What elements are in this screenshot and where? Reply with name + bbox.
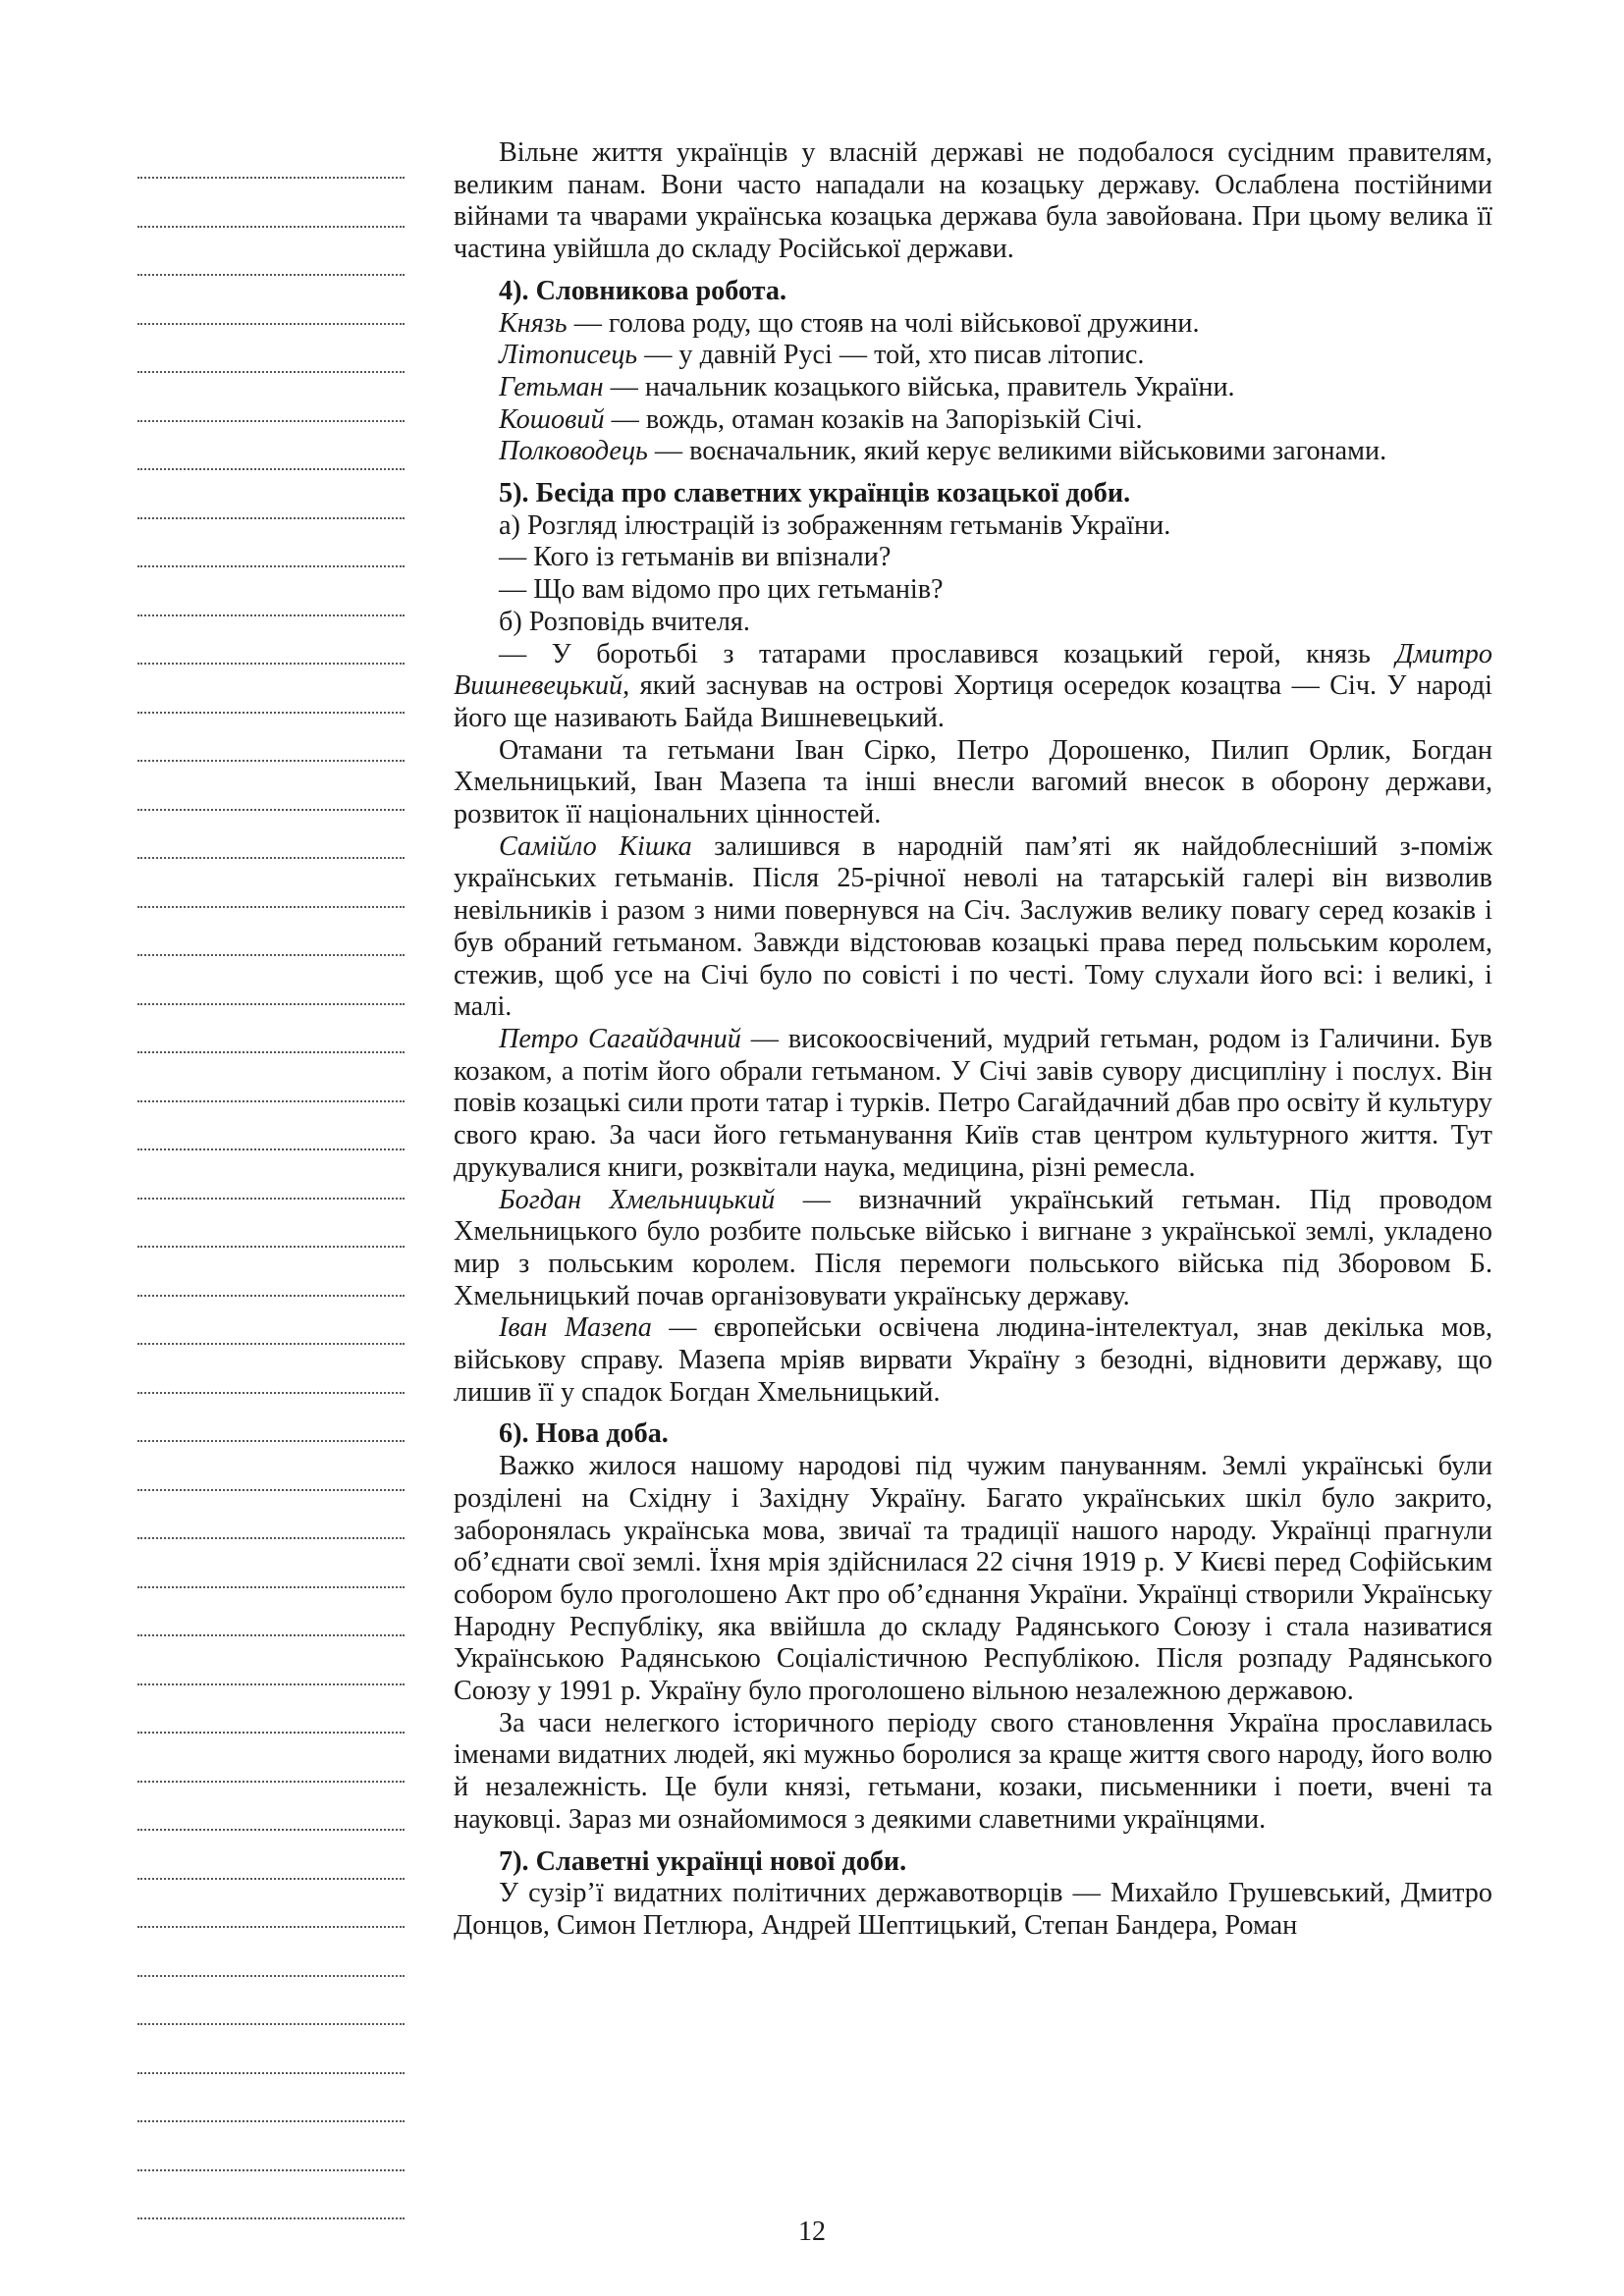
note-line (137, 1926, 405, 1928)
sahaidachny-paragraph (454, 1024, 1492, 1185)
note-line (137, 1878, 405, 1880)
intro-paragraph: Вільне життя українців у власній державі не подобалося сусідним правителям, великим панам. Вони часто нападали на козацьку державу. Ослаблена постійними війнами та чварами українська козацька держава була завойована. При цьому велика її частина увійшла до складу Російської держави. (454, 137, 1492, 265)
page-content (454, 137, 1492, 1943)
vyshnevetsky-paragraph (454, 639, 1492, 735)
glossary-definition: — начальник козацького війська, правитель України. (603, 371, 1235, 402)
note-line (137, 1489, 405, 1491)
note-line (137, 809, 405, 811)
note-line (137, 1634, 405, 1636)
glossary-term: Князь (499, 307, 568, 339)
note-line (137, 565, 405, 567)
note-line (137, 1781, 405, 1783)
note-line (137, 177, 405, 179)
paragraph-text: — визначний український гетьман. Під проводом Хмельницького було розбите польське військо і вигнане з української землі, укладено мир з польським королем. Після перемоги польського війська під Зборовом Б. Хмельницький почав організовувати українську державу. (454, 1184, 1493, 1311)
note-line (137, 1003, 405, 1005)
note-line (137, 468, 405, 470)
note-line (137, 857, 405, 859)
note-line (137, 906, 405, 908)
question-1: — Кого із гетьманів ви впізнали? (499, 542, 892, 573)
note-line (137, 1343, 405, 1345)
note-line (137, 517, 405, 519)
glossary-list (454, 308, 1492, 469)
note-line (137, 1975, 405, 1977)
glossary-definition: — вождь, отаман козаків на Запорізькій Січі. (604, 403, 1143, 435)
person-name: Петро Сагайдачний (499, 1023, 741, 1054)
note-line (137, 323, 405, 325)
note-line (137, 1829, 405, 1831)
note-line (137, 2169, 405, 2171)
glossary-item (454, 340, 1492, 372)
glossary-item (454, 308, 1492, 341)
note-line (137, 1537, 405, 1539)
person-name: Дмитро Вишневецький (454, 638, 1492, 702)
person-name: Самійло Кішка (499, 830, 692, 862)
person-name: Богдан Хмельницький (499, 1184, 776, 1215)
person-name: Іван Мазепа (499, 1312, 652, 1344)
task-a: а) Розгляд ілюстрацій із зображенням гетьманів України. (499, 509, 1171, 541)
note-line (137, 760, 405, 762)
atamans-paragraph: Отамани та гетьмани Іван Сірко, Петро Дорошенко, Пилип Орлик, Богдан Хмельницький, Іван Мазепа та інші внесли вагомий внесок в оборону держави, розвиток її національних цінностей. (454, 734, 1492, 830)
note-line (137, 1148, 405, 1150)
note-line (137, 1198, 405, 1200)
glossary-term: Гетьман (499, 371, 604, 402)
mazepa-paragraph (454, 1312, 1492, 1409)
note-line (137, 712, 405, 714)
section-7-heading: 7). Славетні українці нової доби. (499, 1845, 907, 1877)
new-era-paragraph-2: За часи нелегкого історичного періоду свого становлення Україна прославилась іменами видатних людей, які мужньо боролися за краще життя свого народу, його волю й незалежність. Це були князі, гетьмани, козаки, письменники і поети, вчені та науковці. Зараз ми ознайомимося з деякими славетними українцями. (454, 1707, 1492, 1835)
khmelnytsky-paragraph (454, 1185, 1492, 1313)
paragraph-text: залишився в народній пам’яті як найдоблесніший з-поміж українських гетьманів. Після 25-річної неволі на татарській галері він визволив невільників і разом з ними повернувся на Січ. Заслужив велику повагу серед козаків і був обраний гетьманом. Завжди відстоював козацькі права перед польським королем, стежив, щоб усе на Січі було по совісті і по честі. Тому слухали його всі: і великі, і малі. (454, 830, 1492, 1023)
glossary-term: Полководець (499, 436, 648, 467)
glossary-term: Кошовий (499, 403, 605, 435)
new-era-paragraph-1: Важко жилося нашому народові під чужим пануванням. Землі українські були розділені на Східну і Західну Україну. Багато українських шкіл було закрито, заборонялась українська мова, звичаї та традиції нашого народу. Українці прагнули об’єднати свої землі. Їхня мрія здійснилася 22 січня 1919 р. У Києві перед Софійським собором було проголошено Акт про об’єднання України. Українці створили Українську Народну Республіку, яка ввійшла до складу Радянського Союзу і стала називатися Українською Радянською Соціалістичною Республікою. Після розпаду Радянського Союзу у 1991 р. Україну було проголошено вільною незалежною державою. (454, 1451, 1492, 1707)
koshka-paragraph (454, 831, 1492, 1024)
note-line (137, 1295, 405, 1297)
paragraph-text: , який заснував на острові Хортиця осередок козацтва — Січ. У народі його ще називають Байда Вишневецький. (454, 670, 1492, 733)
note-line (137, 1440, 405, 1442)
page-number: 12 (798, 2216, 826, 2247)
note-line (137, 954, 405, 956)
note-line (137, 1100, 405, 1102)
note-line (137, 226, 405, 228)
task-b: б) Розповідь вчителя. (499, 606, 750, 637)
note-line (137, 1392, 405, 1394)
section-4-heading: 4). Словникова робота. (499, 275, 787, 306)
note-line (137, 1246, 405, 1248)
glossary-definition: — голова роду, що стояв на чолі військової дружини. (567, 307, 1200, 339)
note-line (137, 420, 405, 422)
paragraph-text: — високоосвічений, мудрий гетьман, родом із Галичини. Був козаком, а потім його обрали гетьманом. У Січі завів сувору дисципліну і послух. Він повів козацькі сили проти татар і турків. Петро Сагайдачний дбав про освіту й культуру свого краю. За часи його гетьманування Київ став центром культурного життя. Тут друкувалися книги, розквітали наука, медицина, різні ремесла. (454, 1023, 1492, 1183)
note-line (137, 1732, 405, 1734)
section-6-heading: 6). Нова доба. (499, 1418, 669, 1450)
section-5-heading: 5). Бесіда про славетних українців козацької доби. (499, 478, 1131, 509)
note-line (137, 371, 405, 373)
paragraph-text: — У боротьбі з татарами прославився козацький герой, князь (499, 638, 1396, 669)
glossary-item (454, 436, 1492, 468)
glossary-term: Літописець (499, 340, 638, 371)
note-line (137, 663, 405, 665)
paragraph-text: — європейськи освічена людина-інтелектуал, знав декілька мов, військову справу. Мазепа мріяв вирвати Україну з безодні, відновити державу, що лишив її у спадок Богдан Хмельницький. (454, 1312, 1492, 1408)
note-line (137, 274, 405, 276)
note-line (137, 2072, 405, 2074)
note-line (137, 614, 405, 616)
note-line (137, 2120, 405, 2122)
note-line (137, 2023, 405, 2025)
question-2: — Що вам відомо про цих гетьманів? (499, 574, 944, 606)
note-line (137, 1586, 405, 1588)
glossary-item (454, 372, 1492, 404)
note-line (137, 1051, 405, 1053)
glossary-item (454, 404, 1492, 437)
glossary-definition: — воєначальник, який керує великими військовими загонами. (647, 436, 1387, 467)
famous-ukrainians-paragraph: У сузір’ї видатних політичних державотворців — Михайло Грушевський, Дмитро Донцов, Симон Петлюра, Андрей Шептицький, Степан Бандера, Роман (454, 1878, 1492, 1941)
glossary-definition: — у давній Русі — той, хто писав літопис. (637, 340, 1145, 371)
notes-margin (137, 98, 405, 2199)
note-line (137, 1683, 405, 1685)
